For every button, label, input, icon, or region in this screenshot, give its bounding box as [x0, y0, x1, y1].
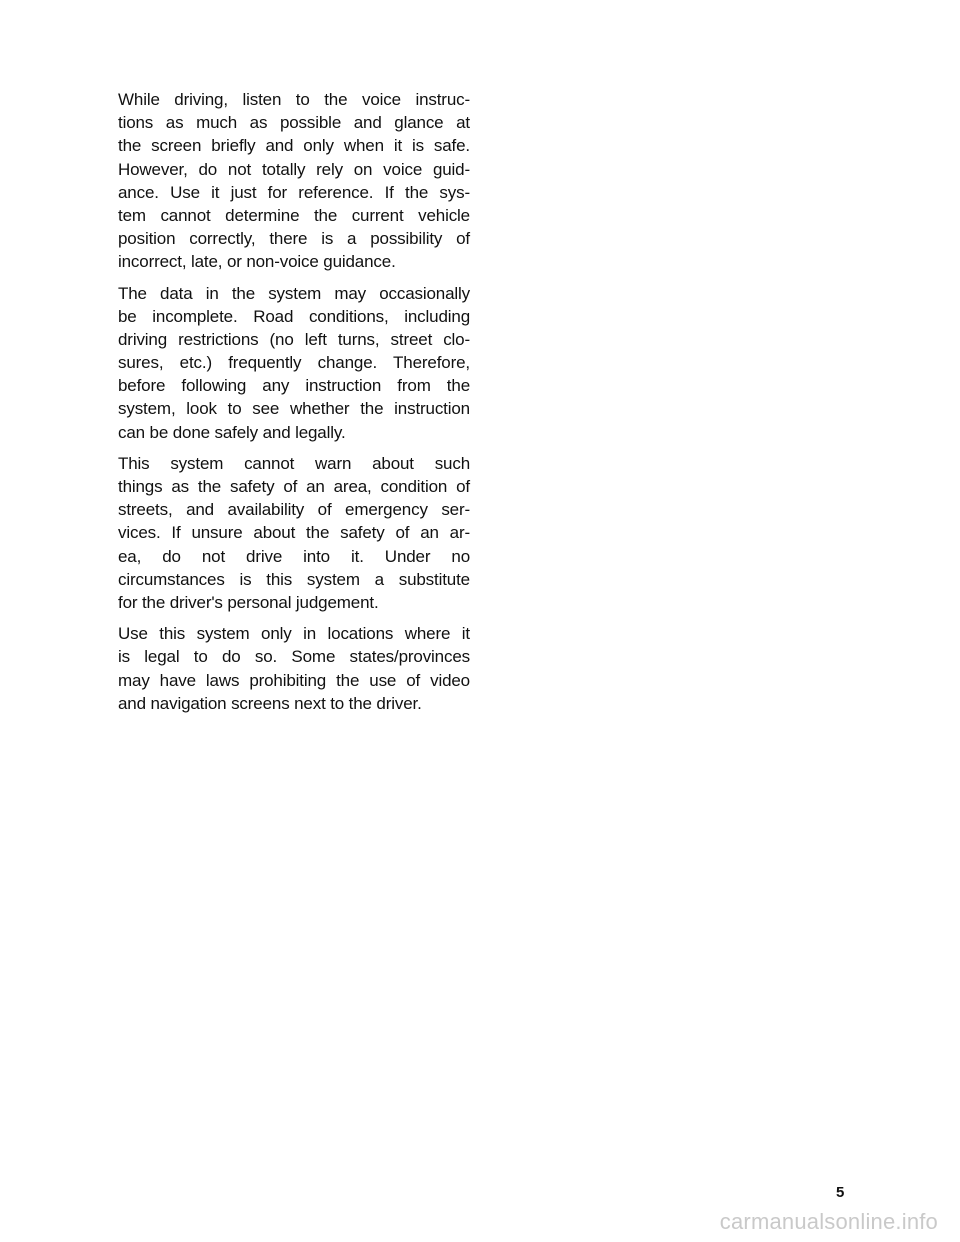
text-line: This system cannot warn about such — [118, 453, 470, 473]
text-line: before following any instruction from the — [118, 376, 470, 396]
text-line: can be done safely and legally. — [118, 422, 346, 442]
watermark-text: carmanualsonline.info — [719, 1209, 938, 1234]
text-line: and navigation screens next to the driver. — [118, 693, 422, 713]
text-line: While driving, listen to the voice instruc- — [118, 90, 470, 109]
text-line: incorrect, late, or non-voice guidance. — [118, 252, 396, 272]
text-line: system, look to see whether the instruction — [118, 399, 470, 419]
paragraph-area-safety — [118, 452, 470, 614]
paragraph-legal-use — [118, 622, 470, 715]
page-number: 5 — [836, 1184, 845, 1201]
text-column — [118, 88, 470, 723]
text-line: for the driver's personal judgement. — [118, 592, 379, 612]
text-line: tions as much as possible and glance at — [118, 113, 470, 133]
text-line: sures, etc.) frequently change. Therefore, — [118, 353, 470, 373]
text-line: However, do not totally rely on voice guid- — [118, 159, 470, 179]
text-line: is legal to do so. Some states/provinces — [118, 647, 470, 667]
text-line: tem cannot determine the current vehicle — [118, 205, 470, 225]
text-line: the screen briefly and only when it is safe. — [118, 136, 470, 156]
text-line: may have laws prohibiting the use of video — [118, 670, 470, 690]
text-line: The data in the system may occasionally — [118, 283, 470, 303]
text-line: ea, do not drive into it. Under no — [118, 546, 470, 566]
text-line: circumstances is this system a substitute — [118, 569, 470, 589]
text-line: streets, and availability of emergency ser- — [118, 500, 470, 520]
text-line: things as the safety of an area, condition of — [118, 477, 470, 496]
text-line: ance. Use it just for reference. If the sys- — [118, 182, 470, 202]
paragraph-data-incomplete — [118, 282, 470, 444]
text-line: be incomplete. Road conditions, including — [118, 306, 470, 326]
text-line: Use this system only in locations where it — [118, 624, 470, 644]
text-line: position correctly, there is a possibility of — [118, 229, 470, 249]
paragraph-voice-guidance — [118, 88, 470, 274]
text-line: driving restrictions (no left turns, street clo- — [118, 329, 470, 349]
text-line: vices. If unsure about the safety of an ar- — [118, 523, 470, 543]
